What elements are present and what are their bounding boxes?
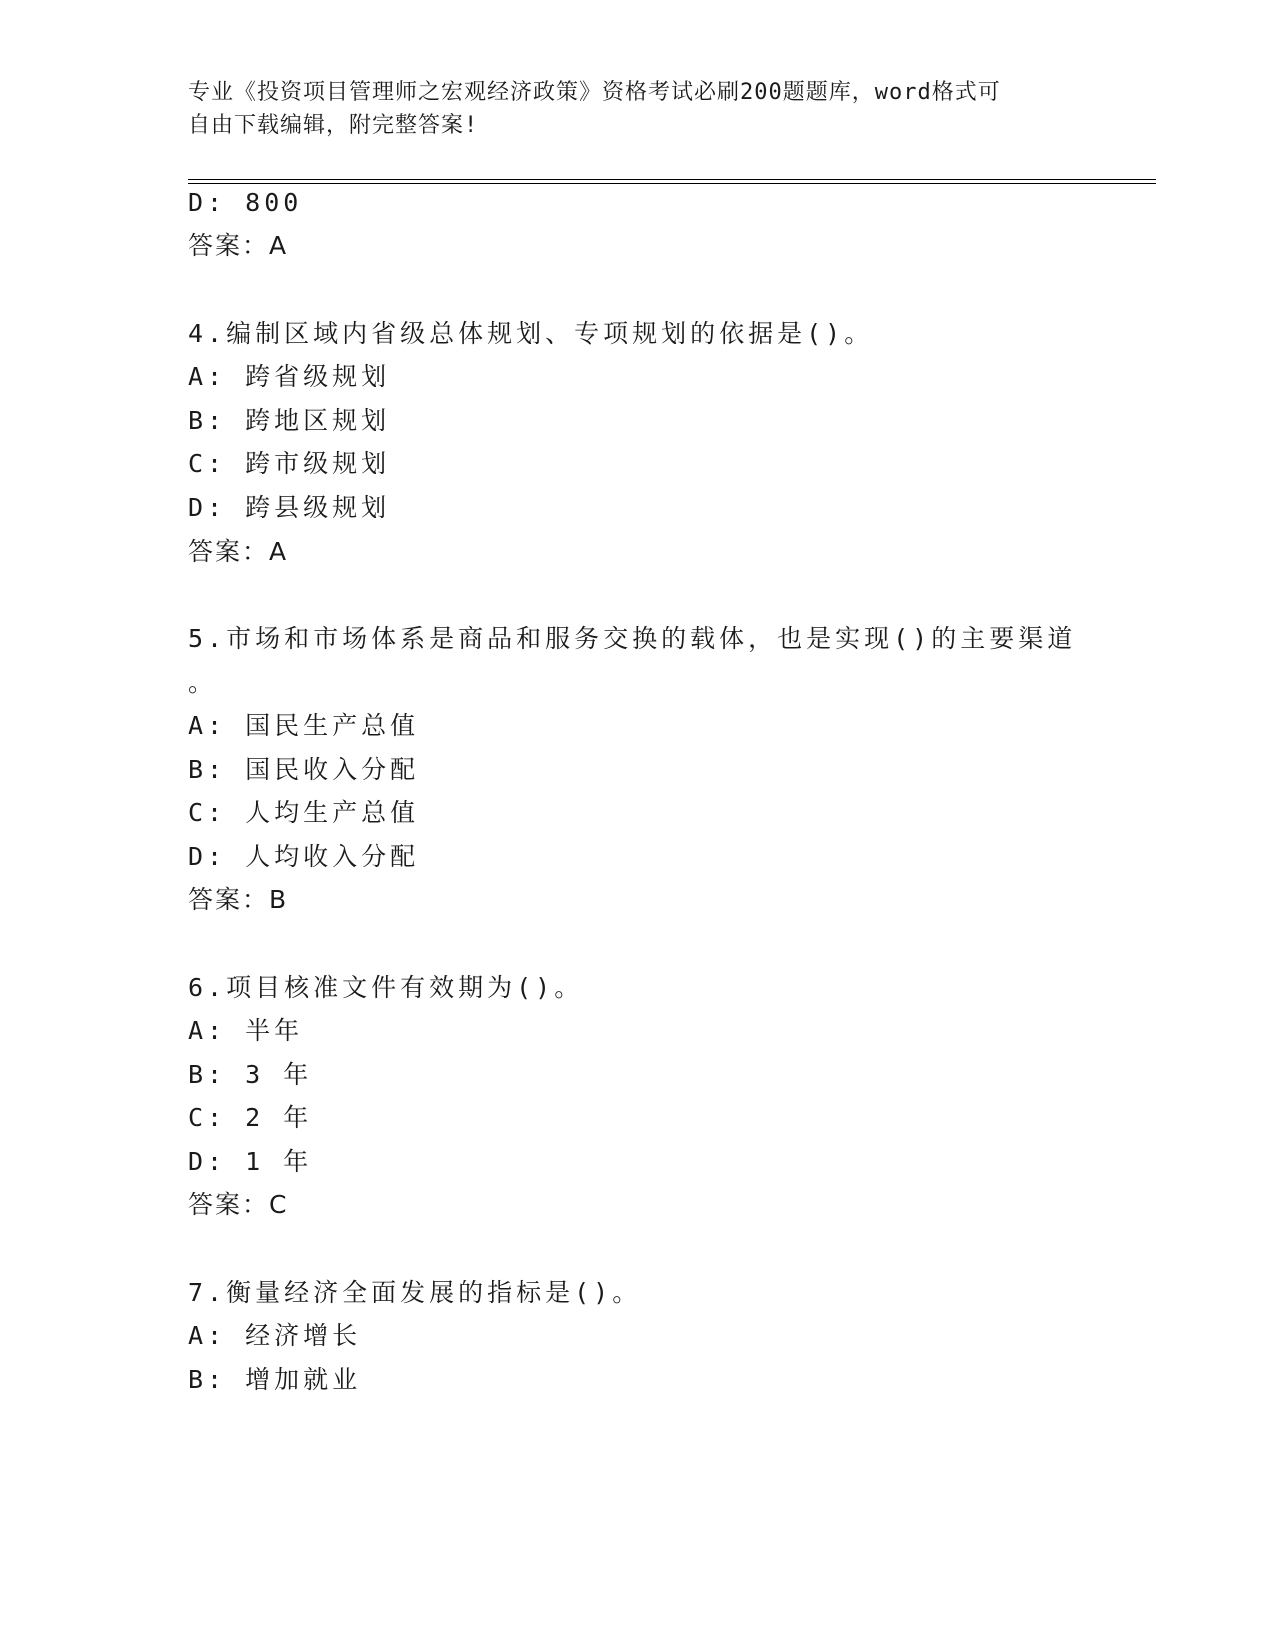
q4-option-a: A: 跨省级规划 <box>188 362 391 391</box>
document-header <box>188 76 1088 142</box>
q4-option-d: D: 跨县级规划 <box>188 493 391 522</box>
q5-question-line-2: 。 <box>188 668 218 697</box>
q3-answer: 答案：A <box>188 231 289 260</box>
header-divider-top <box>188 179 1156 180</box>
q5-option-d: D: 人均收入分配 <box>188 842 420 871</box>
q4-question: 4.编制区域内省级总体规划、专项规划的依据是()。 <box>188 319 874 348</box>
q4-option-c: C: 跨市级规划 <box>188 449 391 478</box>
header-line-2: 自由下载编辑，附完整答案! <box>188 113 479 138</box>
header-divider-bottom <box>188 183 1156 184</box>
q6-answer: 答案：C <box>188 1190 289 1219</box>
header-line-1: 专业《投资项目管理师之宏观经济政策》资格考试必刷200题题库，word格式可 <box>188 80 1001 105</box>
q4-answer: 答案：A <box>188 537 289 566</box>
q7-question: 7.衡量经济全面发展的指标是()。 <box>188 1278 642 1307</box>
q6-option-a: A: 半年 <box>188 1016 304 1045</box>
q7-option-a: A: 经济增长 <box>188 1321 362 1350</box>
q5-answer: 答案：B <box>188 885 289 914</box>
q6-option-c: C: 2 年 <box>188 1103 313 1132</box>
q5-option-b: B: 国民收入分配 <box>188 755 420 784</box>
q6-option-b: B: 3 年 <box>188 1060 313 1089</box>
q7-option-b: B: 增加就业 <box>188 1365 362 1394</box>
q5-question-line-1: 5.市场和市场体系是商品和服务交换的载体，也是实现()的主要渠道 <box>188 624 1077 653</box>
q6-option-d: D: 1 年 <box>188 1147 313 1176</box>
q6-question: 6.项目核准文件有效期为()。 <box>188 973 584 1002</box>
q4-option-b: B: 跨地区规划 <box>188 406 391 435</box>
q5-option-c: C: 人均生产总值 <box>188 798 420 827</box>
q5-option-a: A: 国民生产总值 <box>188 711 420 740</box>
q3-option-d: D: 800 <box>188 188 303 217</box>
